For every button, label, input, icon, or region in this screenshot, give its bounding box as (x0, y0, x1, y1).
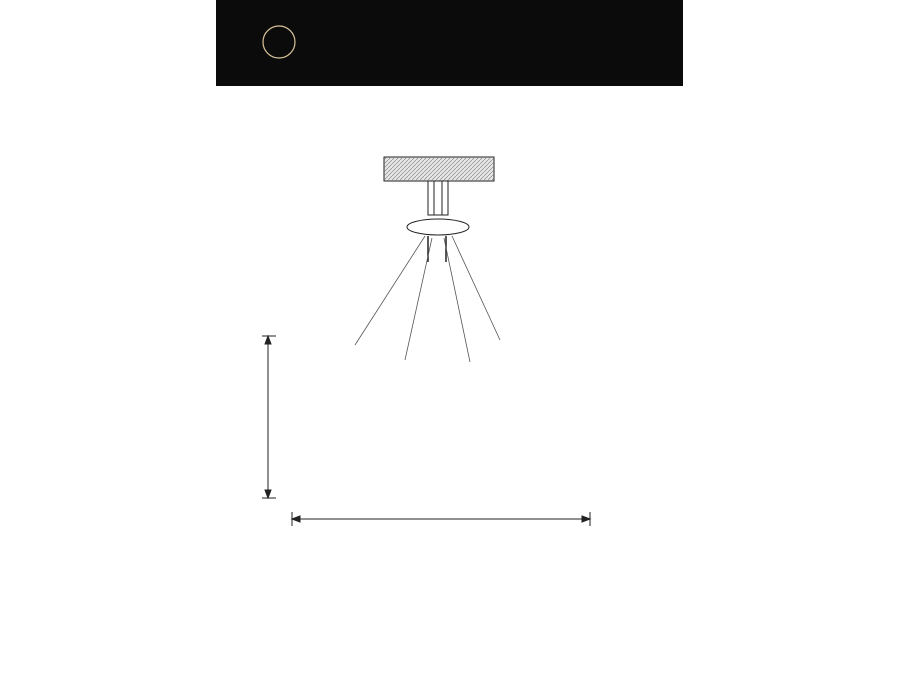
height-dimension-line (262, 336, 276, 498)
canopy-hatch (384, 157, 494, 181)
diameter-dimension-line (292, 512, 590, 526)
suspension-plate (407, 219, 469, 235)
mounting-rod (428, 181, 448, 215)
